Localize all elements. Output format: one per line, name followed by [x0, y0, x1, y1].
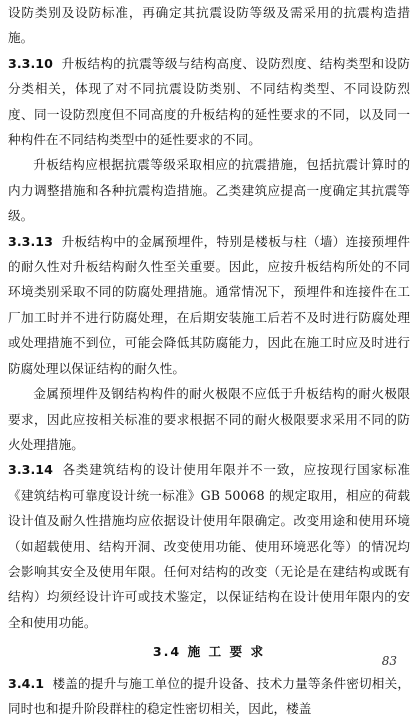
clause-3-3-13	[8, 229, 410, 381]
body-text	[8, 0, 410, 721]
paragraph-fire-resistance	[8, 381, 410, 457]
clause-3-3-10	[8, 51, 410, 153]
clause-number: 3.3.10	[8, 55, 53, 71]
clause-number: 3.3.13	[8, 233, 53, 249]
clause-text: 楼盖的提升与施工单位的提升设备、技术力量等条件密切相关，同时也和提升阶段群柱的稳定性密切相关，因此，楼盖	[8, 675, 411, 716]
paragraph-continuation	[8, 0, 410, 51]
paragraph-seismic-measures	[8, 152, 410, 228]
clause-number: 3.4.1	[8, 675, 45, 691]
paragraph-text: 设防类别及设防标准，再确定其抗震设防等级及需采用的抗震构造措施。	[8, 5, 410, 46]
clause-3-4-1	[8, 671, 410, 721]
clause-text: 升板结构的抗震等级与结构高度、设防烈度、结构类型和设防分类相关，体现了对不同抗震设防类别、不同结构类型、不同设防烈度、同一设防烈度但不同高度的升板结构的延性要求的不同，以及同一种构件在不同结构类型中的延性要求的不同。	[8, 55, 410, 148]
section-heading: 3.4 施 工 要 求	[152, 644, 266, 660]
clause-number: 3.3.14	[8, 462, 53, 478]
paragraph-text: 金属预埋件及钢结构构件的耐火极限不应低于升板结构的耐火极限要求，因此应按相关标准的要求根据不同的耐火极限要求采用不同的防火处理措施。	[8, 386, 410, 452]
page-number: 83	[381, 654, 397, 668]
clause-text: 升板结构中的金属预埋件，特别是楼板与柱（墙）连接预埋件的耐久性对升板结构耐久性至关重要。因此，应按升板结构所处的不同环境类别采取不同的防腐处理措施。通常情况下，预埋件和连接件在工厂加工时并不进行防腐处理，在后期安装施工后若不及时进行防腐处理或处理措施不到位，可能会降低其防腐能力，因此在施工时应及时进行防腐处理以保证结构的耐久性。	[8, 233, 410, 376]
clause-text: 各类建筑结构的设计使用年限并不一致，应按现行国家标准《建筑结构可靠度设计统一标准》GB 50068 的规定取用，相应的荷载设计值及耐久性措施均应依据设计使用年限确定。改变用途和使用环境（如超载使用、结构开洞、改变使用功能、使用环境恶化等）的情况均会影响其安全及使用年限。任何对结构的改变（无论是在建结构或既有结构）均须经设计许可或技术鉴定，以保证结构在设计使用年限内的安全和使用功能。	[8, 462, 410, 630]
paragraph-text: 升板结构应根据抗震等级采取相应的抗震措施，包括抗震计算时的内力调整措施和各种抗震构造措施。乙类建筑应提高一度确定其抗震等级。	[8, 157, 410, 224]
clause-3-3-14	[8, 457, 410, 635]
